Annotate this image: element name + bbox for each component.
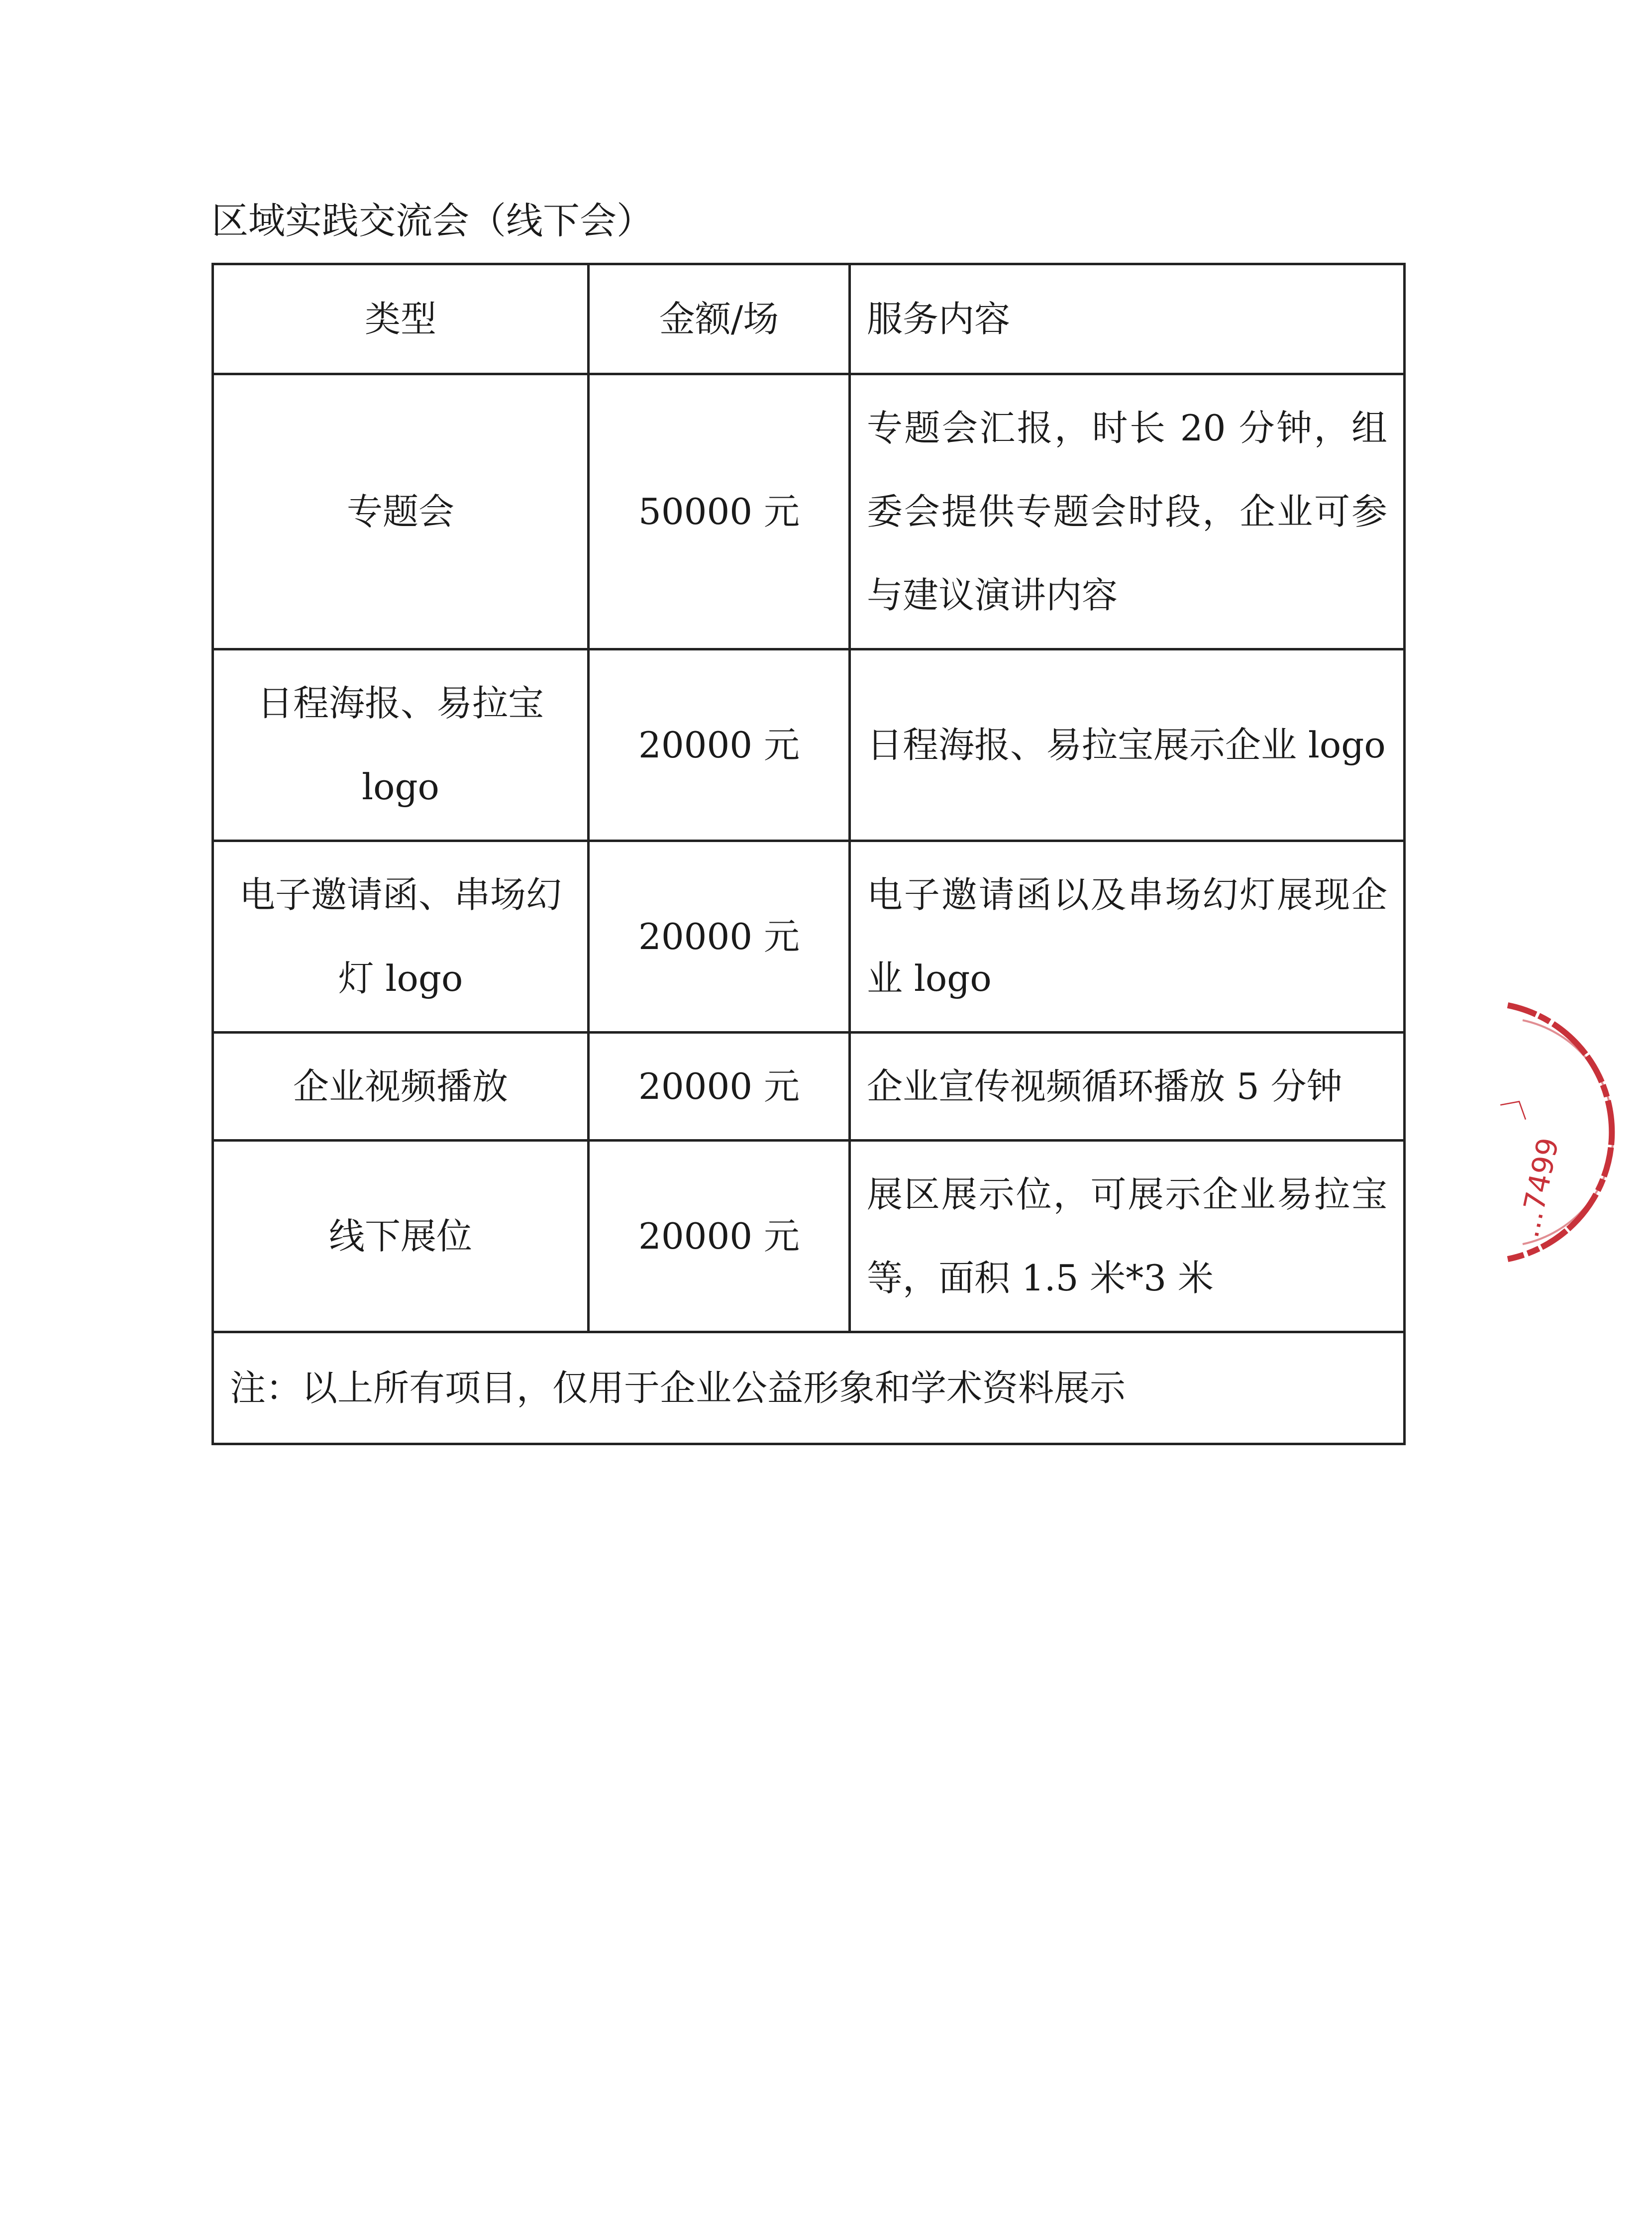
- header-amount: 金额/场: [589, 264, 850, 374]
- pricing-table: [211, 263, 1406, 1445]
- cell-type: 企业视频播放: [213, 1033, 589, 1141]
- table-row: [213, 1033, 1405, 1141]
- table-row: [213, 841, 1405, 1033]
- table-row: [213, 1141, 1405, 1332]
- header-type: 类型: [213, 264, 589, 374]
- cell-content: 展区展示位，可展示企业易拉宝等，面积 1.5 米*3 米: [850, 1141, 1405, 1332]
- cell-amount: 20000 元: [589, 1033, 850, 1141]
- table-header-row: [213, 264, 1405, 374]
- seal-number-text: ...7499: [1511, 1135, 1565, 1241]
- cell-amount: 50000 元: [589, 374, 850, 649]
- cell-content: 日程海报、易拉宝展示企业 logo: [850, 649, 1405, 841]
- cell-amount: 20000 元: [589, 649, 850, 841]
- seal-glyph-fragment: 〉: [1497, 1077, 1546, 1124]
- cell-content: 企业宣传视频循环播放 5 分钟: [850, 1033, 1405, 1141]
- seal-graphic: [1497, 995, 1652, 1274]
- cell-amount: 20000 元: [589, 1141, 850, 1332]
- header-content: 服务内容: [850, 264, 1405, 374]
- table-note-row: [213, 1332, 1405, 1444]
- table-row: [213, 649, 1405, 841]
- cell-type: 线下展位: [213, 1141, 589, 1332]
- cell-content: 电子邀请函以及串场幻灯展现企业 logo: [850, 841, 1405, 1033]
- table-note: 注：以上所有项目，仅用于企业公益形象和学术资料展示: [213, 1332, 1405, 1444]
- cell-content: 专题会汇报，时长 20 分钟，组委会提供专题会时段，企业可参与建议演讲内容: [850, 374, 1405, 649]
- cell-amount: 20000 元: [589, 841, 850, 1033]
- cell-type: 专题会: [213, 374, 589, 649]
- cell-type: 日程海报、易拉宝 logo: [213, 649, 589, 841]
- document-title: 区域实践交流会（线下会）: [211, 200, 653, 242]
- official-seal-stamp: [1497, 995, 1652, 1274]
- table-row: [213, 374, 1405, 649]
- cell-type: 电子邀请函、串场幻灯 logo: [213, 841, 589, 1033]
